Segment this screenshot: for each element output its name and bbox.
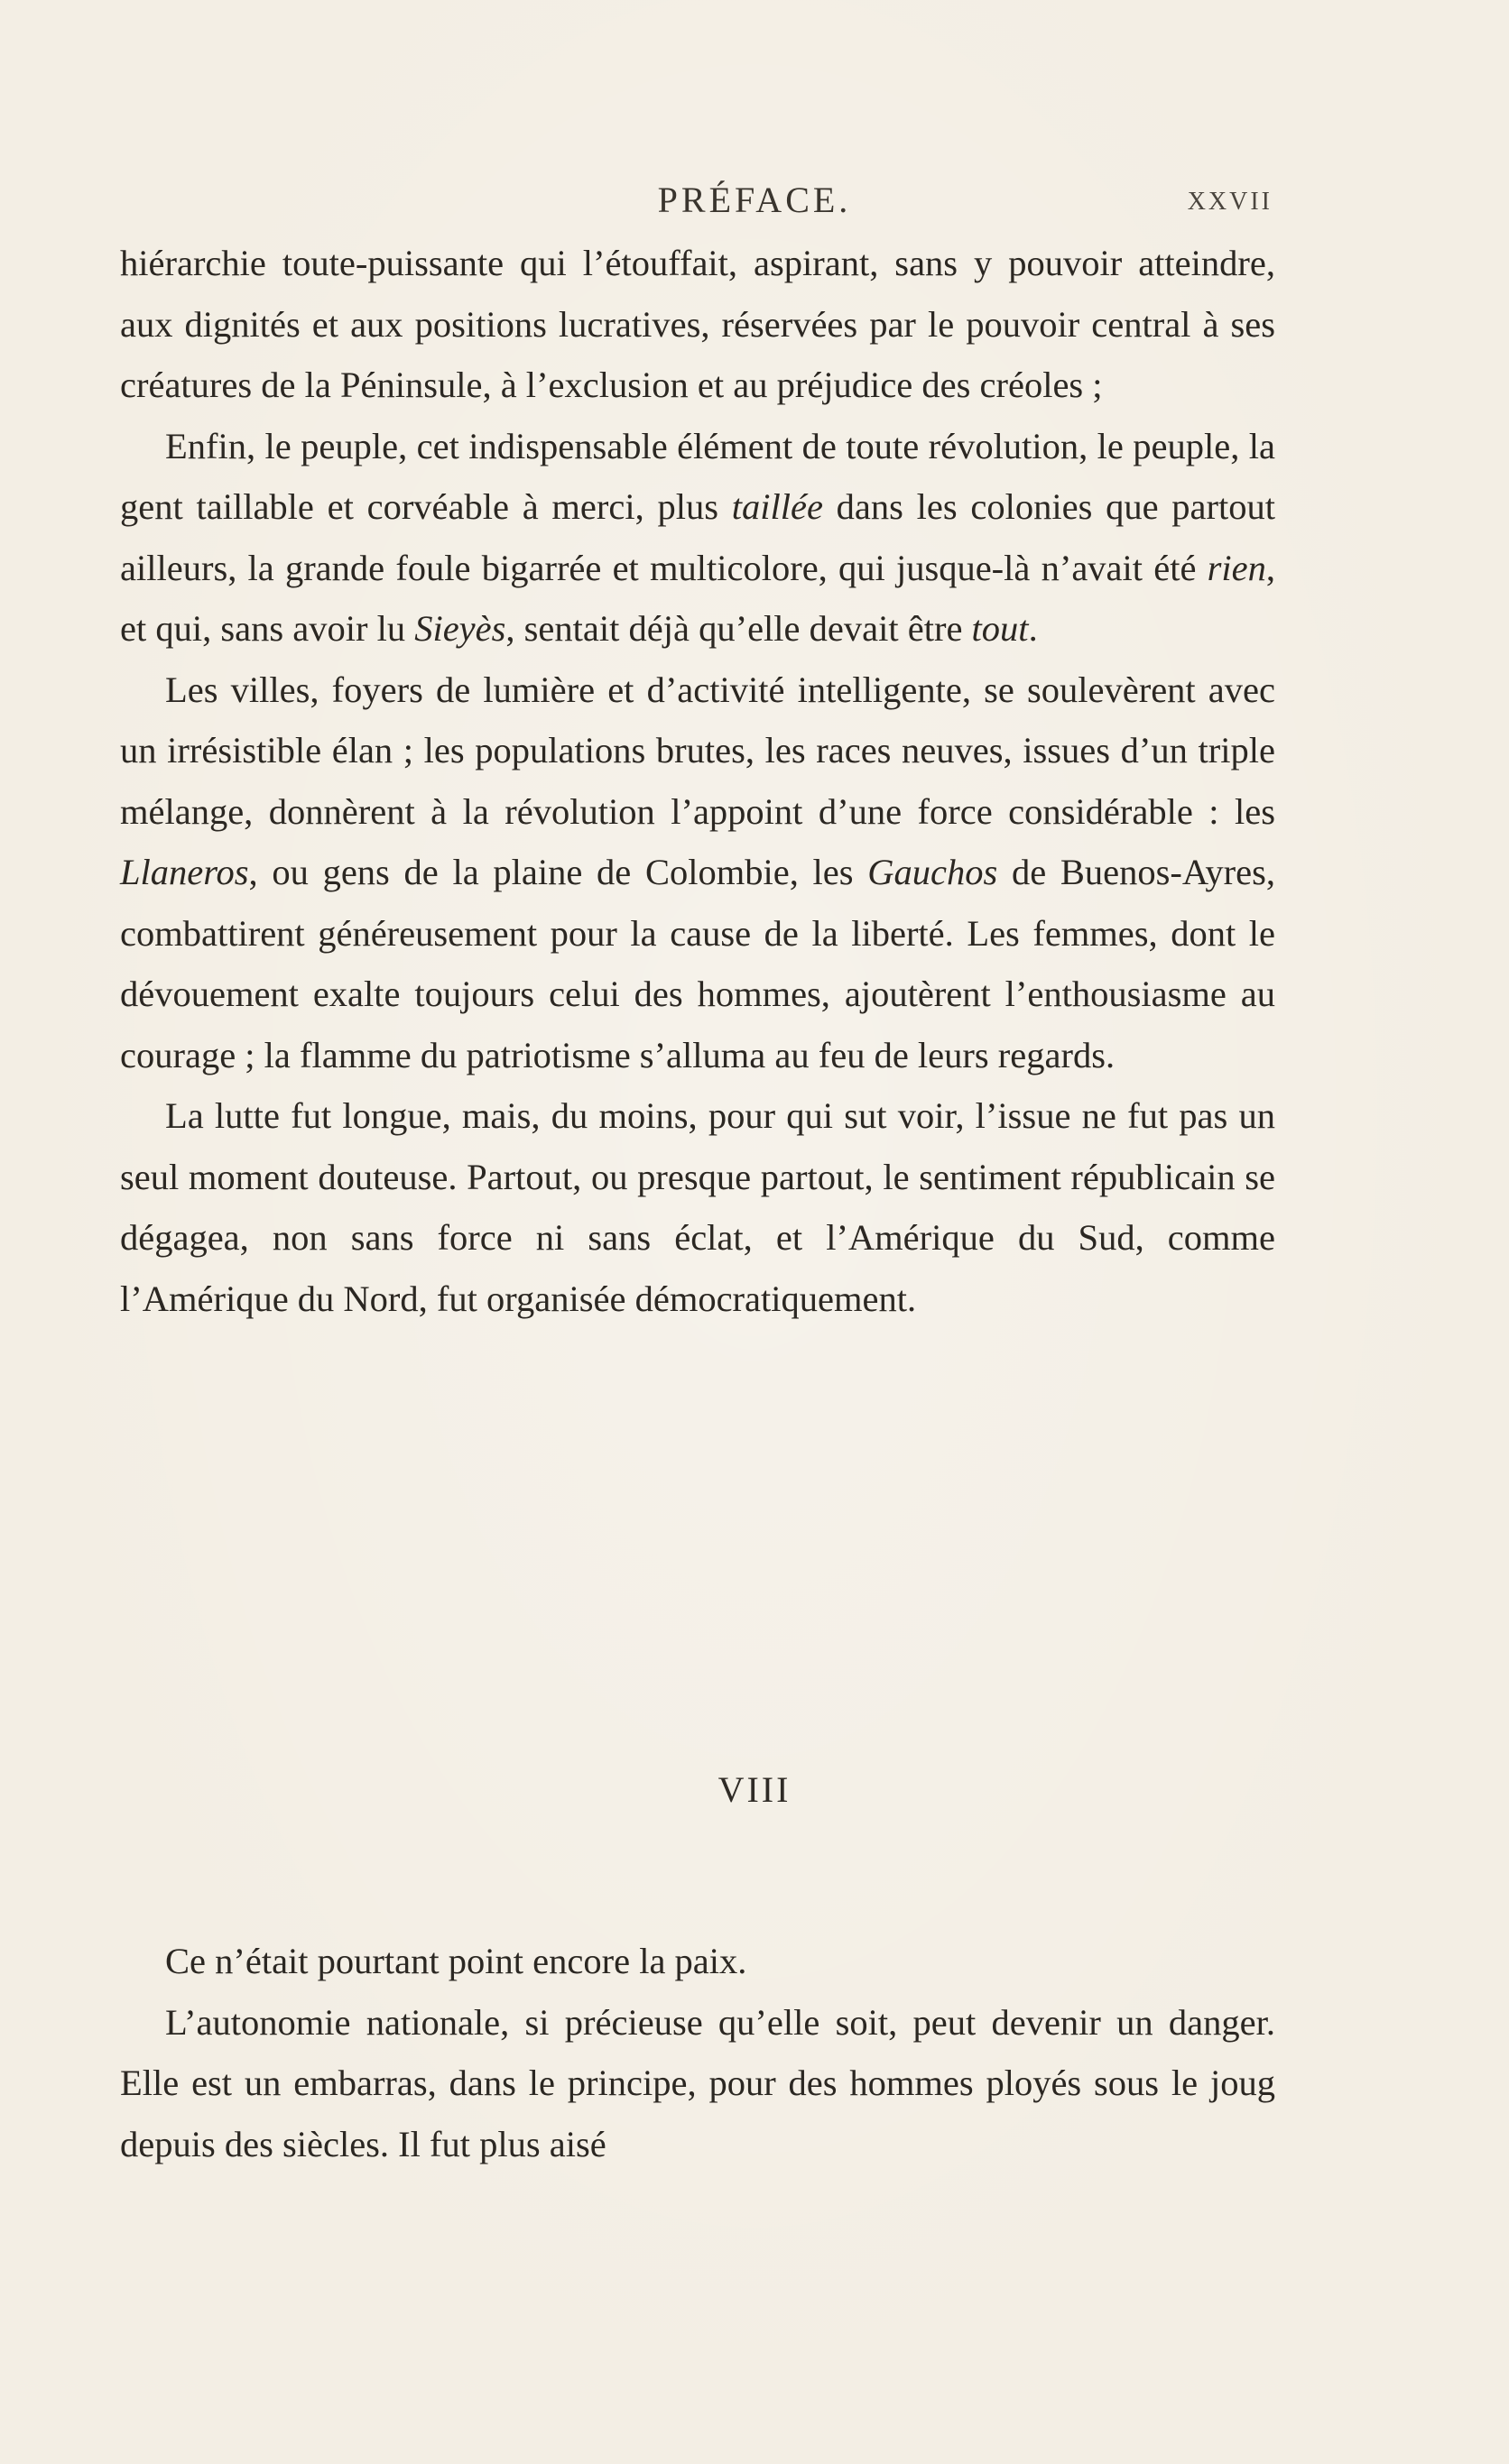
text-run: de Buenos-Ayres, combattirent généreusement pour la cause de la liberté. Les femmes, dont le dévouement exalte toujours celui des hommes, ajoutèrent l’enthousiasme au courage ; la flamme du patriotisme s’alluma au feu de leurs regards.	[120, 852, 1276, 1075]
paragraph	[120, 1085, 1275, 1329]
text-block-section-viii	[120, 1931, 1275, 2174]
italic-text: rien	[1207, 547, 1266, 588]
text-run: hiérarchie toute-puissante qui l’étouffait, aspirant, sans y pouvoir atteindre, aux dignités et aux positions lucratives, réservées par le pouvoir central à ses créatures de la Péninsule, à l’exclusion et au préjudice des créoles ;	[120, 243, 1275, 405]
text-run: Ce n’était pourtant point encore la paix.	[165, 1941, 747, 1981]
text-run: , et qui, sans avoir lu	[120, 547, 1275, 649]
running-title: PRÉFACE.	[657, 180, 852, 220]
text-run: Les villes, foyers de lumière et d’activité intelligente, se soulevèrent avec un irrésistible élan ; les populations brutes, les races neuves, issues d’un triple mélange, donnèrent à la révolution l’appoint d’une force considérable : les	[120, 669, 1275, 832]
running-head	[0, 179, 1509, 233]
text-run: L’autonomie nationale, si précieuse qu’elle soit, peut devenir un danger. Elle est un embarras, dans le principe, pour des hommes ployés sous le joug depuis des siècles. Il fut plus aisé	[120, 2001, 1275, 2164]
page-number: XXVII	[1187, 188, 1273, 216]
paragraph	[120, 660, 1275, 1086]
text-block-main	[120, 233, 1275, 1329]
text-run: Enfin, le peuple, cet indispensable élément de toute révolution, le peuple, la gent taillable et corvéable à merci, plus	[120, 425, 1275, 527]
text-run: dans les colonies que partout ailleurs, la grande foule bigarrée et multicolore, qui jusque-là n’avait été	[120, 486, 1276, 588]
text-run: , ou gens de la plaine de Colombie, les	[248, 852, 868, 892]
paragraph	[120, 1992, 1275, 2175]
italic-text: taillée	[731, 486, 823, 527]
paragraph	[120, 1931, 1275, 1992]
italic-text: Llaneros	[120, 852, 249, 892]
text-run: La lutte fut longue, mais, du moins, pour qui sut voir, l’issue ne fut pas un seul moment douteuse. Partout, ou presque partout, le sentiment républicain se dégagea, non sans force ni sans éclat, et l’Amérique du Sud, comme l’Amérique du Nord, fut organisée démocratiquement.	[120, 1095, 1275, 1319]
text-run: .	[1028, 608, 1038, 649]
italic-text: Gauchos	[867, 852, 998, 892]
text-run: , sentait déjà qu’elle devait être	[505, 608, 972, 649]
paragraph	[120, 416, 1275, 660]
section-heading: VIII	[717, 1769, 792, 1810]
italic-text: tout	[971, 608, 1029, 649]
paragraph	[120, 233, 1275, 416]
italic-text: Sieyès	[414, 608, 506, 649]
